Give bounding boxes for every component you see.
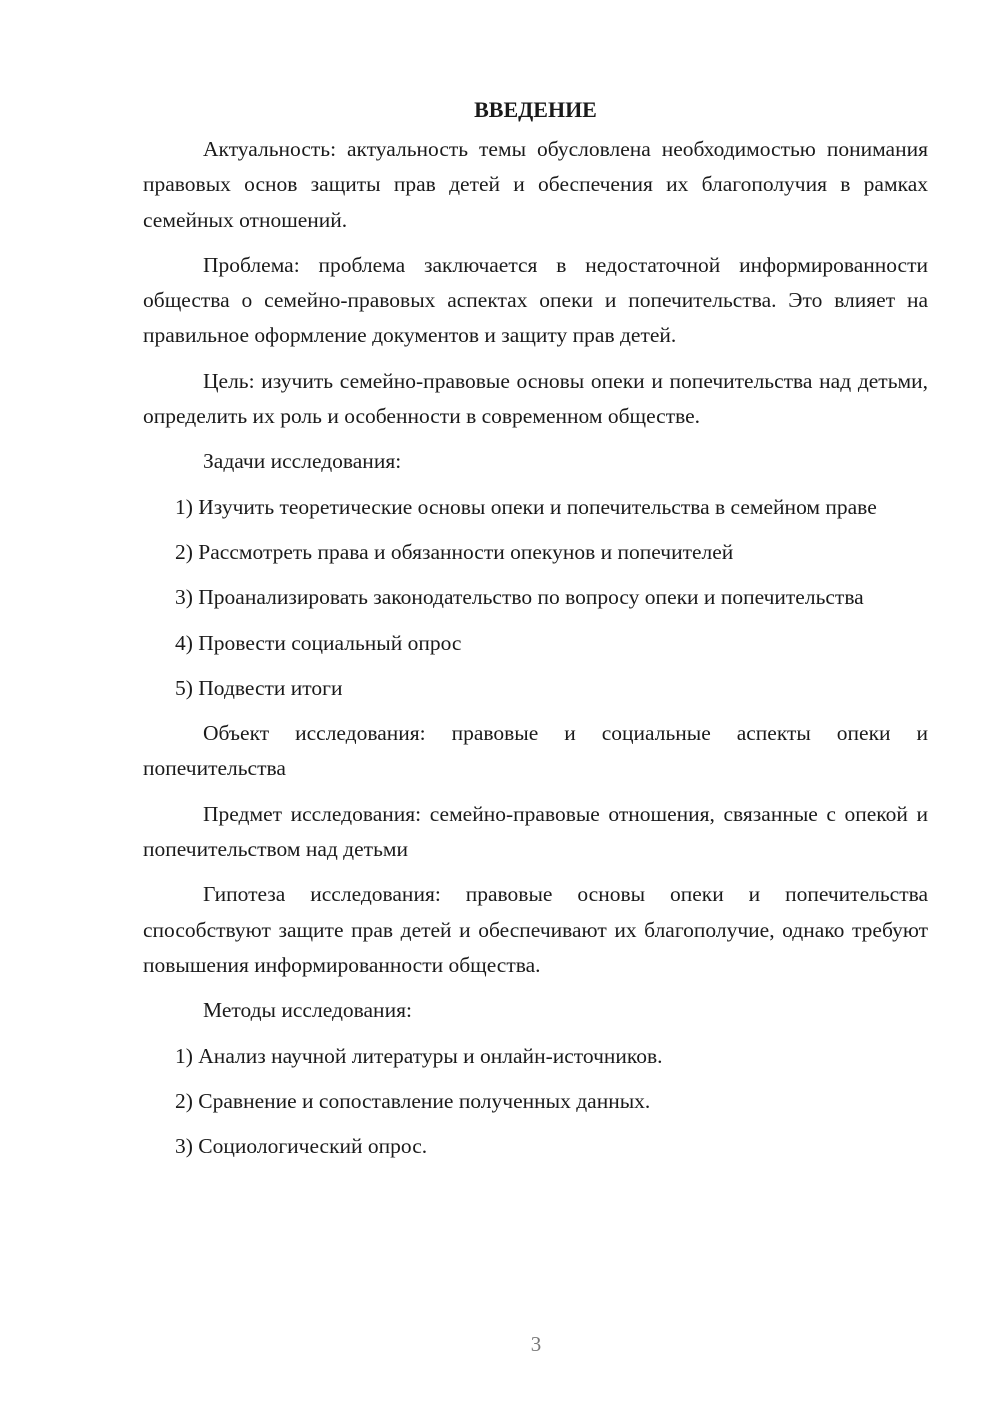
method-item: 1) Анализ научной литературы и онлайн-источников. [175,1043,663,1068]
section-title: ВВЕДЕНИЕ [474,97,597,122]
object-paragraph: Объект исследования: правовые и социальные аспекты опеки и попечительства [143,721,928,781]
task-item: 1) Изучить теоретические основы опеки и попечительства в семейном праве [175,494,877,519]
task-item: 3) Проанализировать законодательство по вопросу опеки и попечительства [175,585,864,610]
document-page [143,92,928,1174]
tasks-heading: Задачи исследования: [203,449,402,474]
task-item: 2) Рассмотреть права и обязанности опекунов и попечителей [175,539,734,564]
methods-heading: Методы исследования: [203,998,412,1023]
task-item: 5) Подвести итоги [175,675,343,700]
problem-paragraph: Проблема: проблема заключается в недостаточной информированности общества о семейно-правовых аспектах опеки и попечительства. Это влияет на правильное оформление документов и защиту прав детей. [143,252,928,348]
task-item: 4) Провести социальный опрос [175,630,462,655]
hypothesis-paragraph: Гипотеза исследования: правовые основы опеки и попечительства способствуют защите прав детей и обеспечивают их благополучие, однако требуют повышения информированности общества. [143,882,928,977]
method-item: 3) Социологический опрос. [175,1134,428,1159]
method-item: 2) Сравнение и сопоставление полученных данных. [175,1088,651,1113]
goal-paragraph: Цель: изучить семейно-правовые основы опеки и попечительства над детьми, определить их роль и особенности в современном обществе. [143,368,928,429]
page-number: 3 [530,1332,542,1356]
relevance-paragraph: Актуальность: актуальность темы обусловлена необходимостью понимания правовых основ защиты прав детей и обеспечения их благополучия в рамках семейных отношений. [143,137,928,232]
subject-paragraph: Предмет исследования: семейно-правовые отношения, связанные с опекой и попечительством над детьми [143,801,928,862]
